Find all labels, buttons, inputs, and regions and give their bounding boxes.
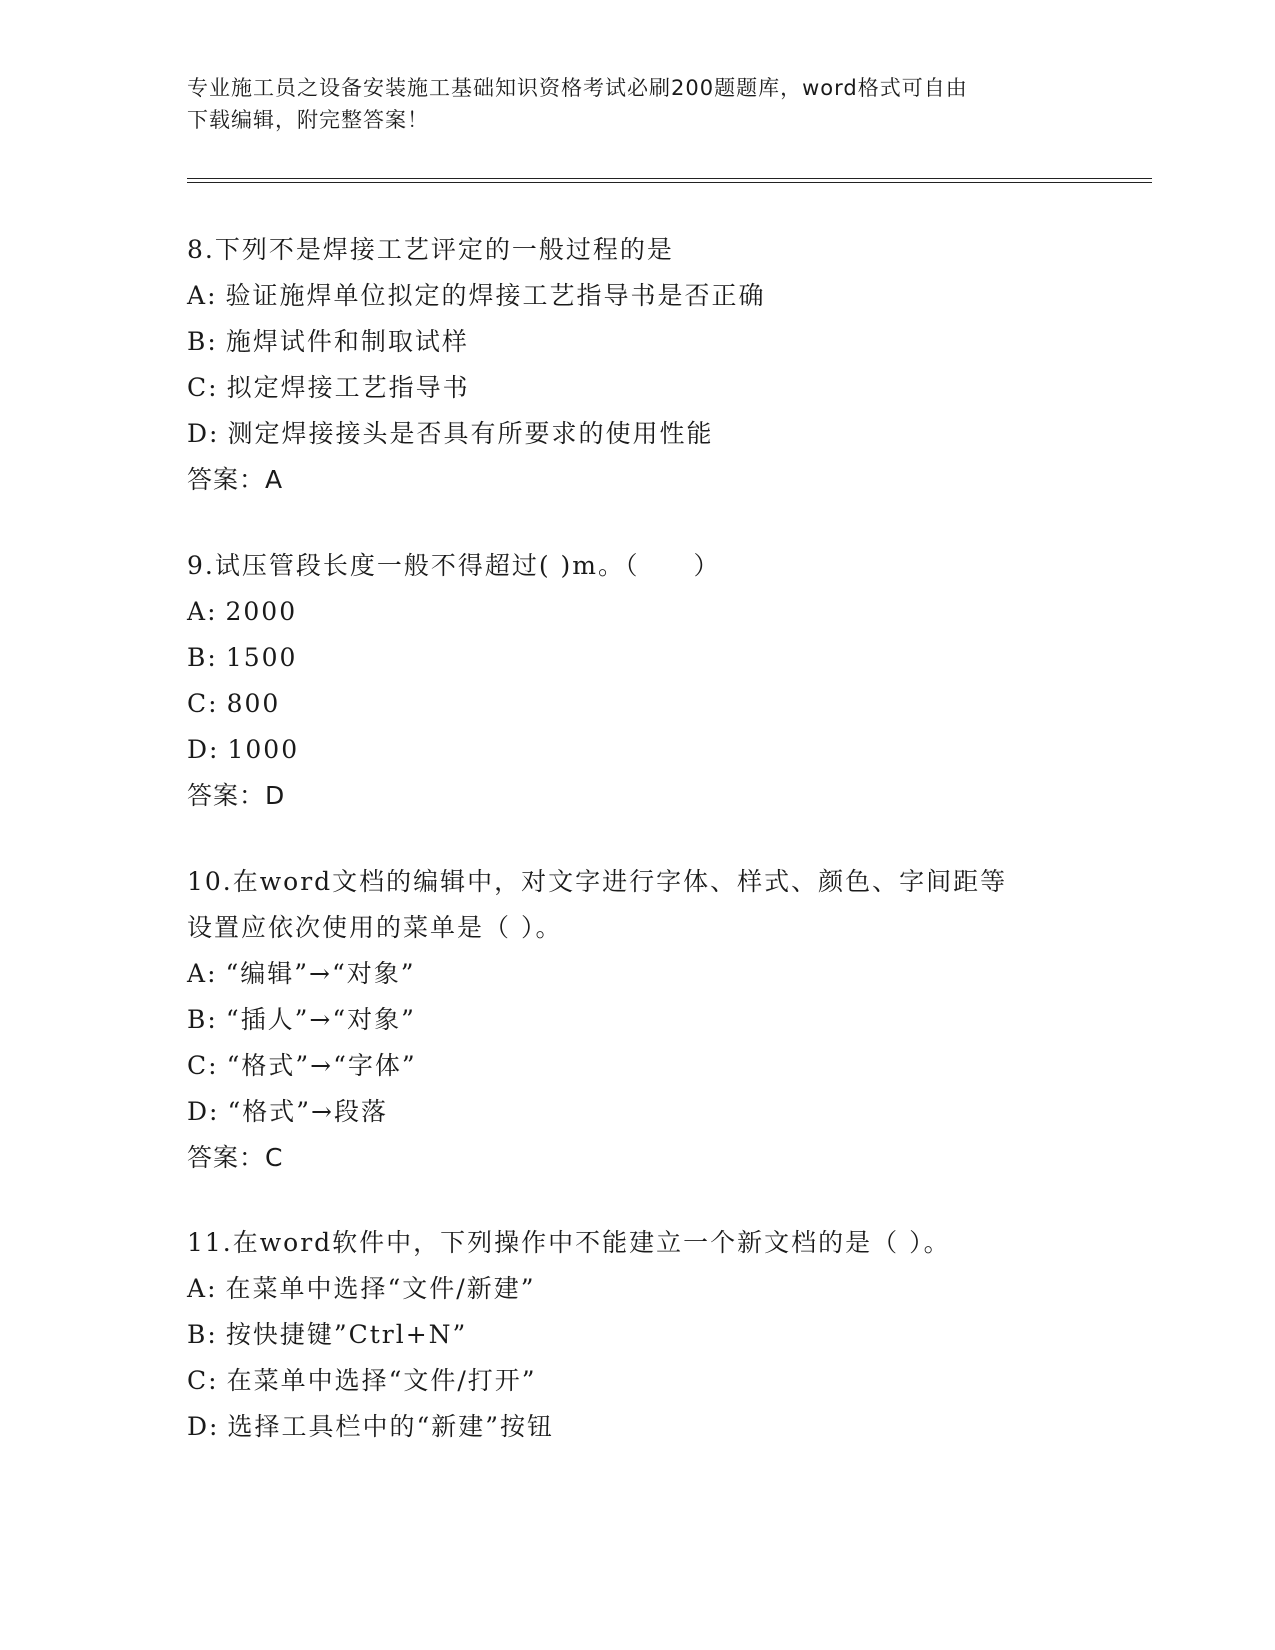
question-11 (187, 1220, 1087, 1450)
option-letter: D (187, 419, 210, 448)
option-d (187, 411, 1087, 457)
question-stem-line: 9.试压管段长度一般不得超过( )m。（ ） (187, 551, 721, 580)
option-d (187, 1404, 1087, 1450)
option-a (187, 1266, 1087, 1312)
option-letter: D (187, 1097, 210, 1126)
answer-line: 答案：C (187, 1143, 284, 1172)
option-text: 1500 (225, 643, 298, 672)
option-a (187, 589, 1087, 635)
option-letter: A (187, 1274, 208, 1303)
option-text: 800 (226, 689, 281, 718)
option-separator: : (209, 419, 220, 448)
option-separator: : (207, 281, 218, 310)
option-separator: : (208, 1051, 219, 1080)
option-text: 2000 (225, 597, 298, 626)
document-header (187, 72, 1087, 136)
option-letter: A (187, 281, 208, 310)
question-stem (187, 227, 1087, 273)
option-letter: C (187, 1051, 209, 1080)
answer-line: 答案：D (187, 781, 286, 810)
option-letter: C (187, 1366, 209, 1395)
option-separator: : (208, 373, 219, 402)
question-stem (187, 859, 1087, 951)
option-text: 拟定焊接工艺指导书 (226, 373, 470, 402)
option-letter: B (187, 1320, 208, 1349)
option-letter: C (187, 689, 209, 718)
answer-line: 答案：A (187, 465, 284, 494)
option-b (187, 1312, 1087, 1358)
header-divider-bottom (187, 182, 1152, 183)
question-9 (187, 543, 1087, 819)
option-d (187, 1089, 1087, 1135)
option-separator: : (209, 1412, 220, 1441)
option-b (187, 319, 1087, 365)
option-c (187, 681, 1087, 727)
question-stem (187, 1220, 1087, 1266)
option-letter: B (187, 327, 208, 356)
option-separator: : (207, 959, 218, 988)
option-text: 在菜单中选择“文件/打开” (226, 1366, 537, 1395)
header-line-2: 下载编辑，附完整答案！ (187, 108, 429, 132)
option-text: 在菜单中选择“文件/新建” (225, 1274, 536, 1303)
option-c (187, 1043, 1087, 1089)
option-letter: D (187, 735, 210, 764)
option-text: 验证施焊单位拟定的焊接工艺指导书是否正确 (225, 281, 766, 310)
option-letter: B (187, 643, 208, 672)
option-letter: B (187, 1005, 208, 1034)
option-separator: : (207, 1274, 218, 1303)
option-separator: : (209, 1097, 220, 1126)
option-text: 施焊试件和制取试样 (225, 327, 469, 356)
option-text: 测定焊接接头是否具有所要求的使用性能 (227, 419, 714, 448)
option-d (187, 727, 1087, 773)
question-stem-line: 11.在word软件中，下列操作中不能建立一个新文档的是（ ）。 (187, 1228, 951, 1257)
question-stem-line: 8.下列不是焊接工艺评定的一般过程的是 (187, 235, 674, 264)
header-divider-top (187, 178, 1152, 179)
option-separator: : (207, 643, 218, 672)
question-8 (187, 227, 1087, 503)
question-stem-line: 10.在word文档的编辑中，对文字进行字体、样式、颜色、字间距等 (187, 867, 1008, 896)
option-separator: : (207, 1320, 218, 1349)
option-text: “格式”→段落 (227, 1097, 388, 1126)
option-text: “插人”→“对象” (225, 1005, 416, 1034)
option-text: 选择工具栏中的“新建”按钮 (227, 1412, 555, 1441)
option-letter: A (187, 959, 208, 988)
option-a (187, 273, 1087, 319)
option-text: “编辑”→“对象” (225, 959, 416, 988)
question-10 (187, 859, 1087, 1181)
option-separator: : (208, 1366, 219, 1395)
option-b (187, 997, 1087, 1043)
option-a (187, 951, 1087, 997)
option-separator: : (207, 597, 218, 626)
option-text: “格式”→“字体” (226, 1051, 417, 1080)
option-text: 按快捷键”Ctrl+N” (225, 1320, 468, 1349)
header-line-1: 专业施工员之设备安装施工基础知识资格考试必刷200题题库，word格式可自由 (187, 76, 968, 100)
question-stem (187, 543, 1087, 589)
option-separator: : (207, 1005, 218, 1034)
option-c (187, 1358, 1087, 1404)
option-separator: : (209, 735, 220, 764)
option-letter: C (187, 373, 209, 402)
option-separator: : (208, 689, 219, 718)
option-separator: : (207, 327, 218, 356)
option-text: 1000 (227, 735, 300, 764)
option-c (187, 365, 1087, 411)
option-letter: A (187, 597, 208, 626)
question-stem-line: 设置应依次使用的菜单是（ ）。 (187, 913, 563, 942)
option-letter: D (187, 1412, 210, 1441)
option-b (187, 635, 1087, 681)
